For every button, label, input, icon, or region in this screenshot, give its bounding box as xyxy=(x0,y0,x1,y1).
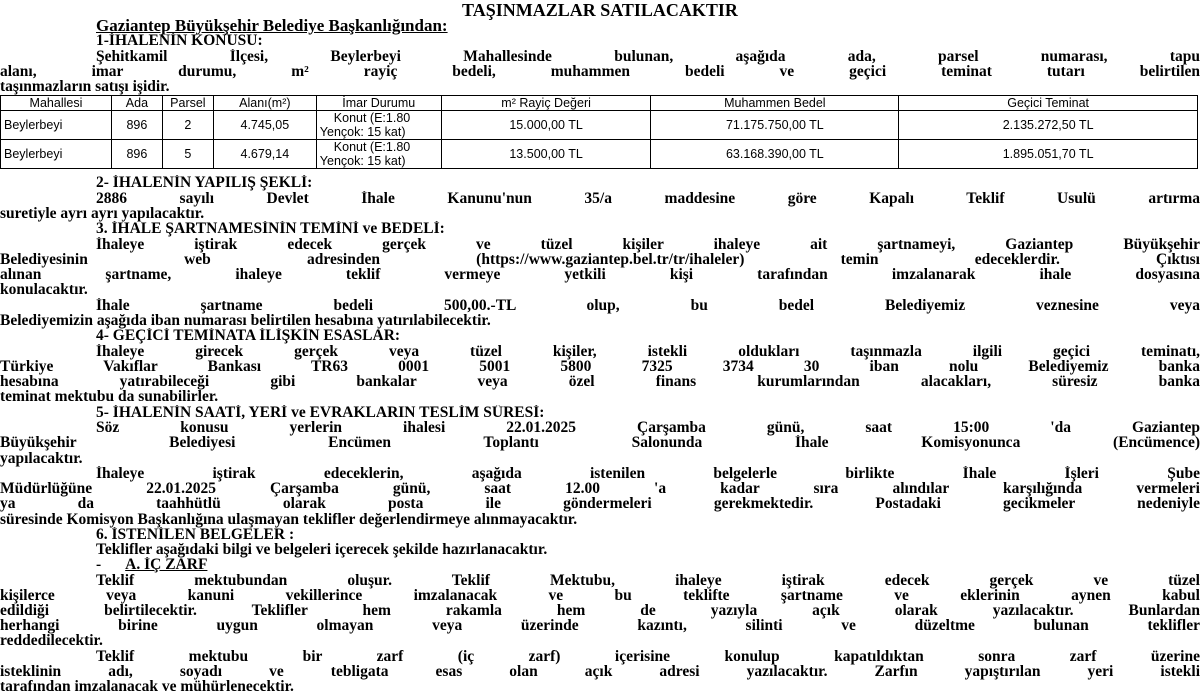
imar-line: Yençok: 15 kat) xyxy=(319,154,406,168)
paragraph-line: reddedilecektir. xyxy=(0,633,103,649)
section-heading: 4- GEÇİCİ TEMİNATA İLİŞKİN ESASLAR: xyxy=(96,328,401,344)
paragraph-line: alınan şartname, ihaleye teklif vermeye yetkili kişi tarafından imzalanarak ihale dosyasına xyxy=(0,267,1200,283)
paragraph-line: İhaleye girecek gerçek veya tüzel kişiler, istekli oldukları taşınmazla ilgili geçici teminatı, xyxy=(96,344,1200,360)
paragraph-line: taşınmazların satışı işidir. xyxy=(0,79,170,95)
paragraph-line: teminat mektubu da sunabilirler. xyxy=(0,389,219,405)
paragraph-line: 2886 sayılı Devlet İhale Kanunu'nun 35/a maddesine göre Kapalı Teklif Usulü artırma xyxy=(96,191,1200,207)
imar-line: Yençok: 15 kat) xyxy=(319,125,406,139)
cell-mahalle: Beylerbeyi xyxy=(1,140,112,169)
imar-line: Konut (E:1.80 xyxy=(333,140,411,154)
paragraph-line: Büyükşehir Belediyesi Encümen Toplantı Salonunda İhale Komisyonunca (Encümence) xyxy=(0,435,1200,451)
column-header: Geçici Teminat xyxy=(899,96,1198,111)
paragraph-line: Belediyemizin aşağıda iban numarası belirtilen hesabına yatırılabilecektir. xyxy=(0,313,491,329)
paragraph-line: İhaleye iştirak edecek gerçek ve tüzel kişiler ihaleye ait şartnameyi, Gaziantep Büyükşehir xyxy=(96,237,1200,253)
paragraph-line: isteklinin adı, soyadı ve tebligata esas olan açık adresi yazılacaktır. Zarfın yapıştırılan yeri istekli xyxy=(0,664,1200,680)
column-header: Parsel xyxy=(162,96,213,111)
dash-marker: - xyxy=(96,557,102,573)
column-header: Ada xyxy=(111,96,162,111)
cell-rayic: 13.500,00 TL xyxy=(441,140,651,169)
section-heading: 1-İHALENİN KONUSU: xyxy=(96,33,263,49)
cell-imar xyxy=(316,140,441,169)
paragraph-line: ya da taahhütlü olarak posta ile göndermeleri gerekmektedir. Postadaki gecikmeler nedeniyle xyxy=(0,496,1200,512)
paragraph-line: yapılacaktır. xyxy=(0,451,83,467)
cell-imar xyxy=(316,111,441,140)
subsection-title: A. İÇ ZARF xyxy=(125,557,208,573)
column-header: İmar Durumu xyxy=(316,96,441,111)
cell-ada: 896 xyxy=(111,140,162,169)
paragraph-line: Söz konusu yerlerin ihalesi 22.01.2025 Çarşamba günü, saat 15:00 'da Gaziantep xyxy=(96,420,1200,436)
paragraph-line: herhangi birine uygun olmayan veya üzerinde kazıntı, silinti ve düzeltme bulunan teklifler xyxy=(0,618,1200,634)
column-header: Mahallesi xyxy=(1,96,112,111)
issuer-subtitle: Gaziantep Büyükşehir Belediye Başkanlığından: xyxy=(96,16,448,35)
paragraph-line: hesabına yatırabileceği gibi bankalar veya özel finans kurumlarından alacakları, süresiz banka xyxy=(0,374,1200,390)
paragraph-line: İhale şartname bedeli 500,00.-TL olup, bu bedel Belediyemiz veznesine veya xyxy=(96,298,1200,314)
paragraph-line: alanı, imar durumu, m² rayiç bedeli, muhammen bedeli ve geçici teminat tutarı belirtilen xyxy=(0,64,1200,80)
paragraph-line: suretiyle ayrı ayrı yapılacaktır. xyxy=(0,206,205,222)
table-row xyxy=(1,111,1198,140)
column-header: m² Rayiç Değeri xyxy=(441,96,651,111)
cell-teminat: 1.895.051,70 TL xyxy=(899,140,1198,169)
paragraph-line: Müdürlüğüne 22.01.2025 Çarşamba günü, saat 12.00 'a kadar sıra alındılar karşılığında vermeleri xyxy=(0,481,1200,497)
cell-rayic: 15.000,00 TL xyxy=(441,111,651,140)
cell-alan: 4.679,14 xyxy=(213,140,316,169)
cell-ada: 896 xyxy=(111,111,162,140)
cell-parsel: 5 xyxy=(162,140,213,169)
section-heading: 6. İSTENİLEN BELGELER : xyxy=(96,527,295,543)
paragraph-line: Belediyesinin web adresinden (https://www.gaziantep.bel.tr/tr/ihaleler) temin edeceklerdir. Çıktısı xyxy=(0,252,1200,268)
paragraph-line: Teklif mektubu bir zarf (iç zarf) içerisine konulup kapatıldıktan sonra zarf üzerine xyxy=(96,649,1200,665)
cell-muhammen: 71.175.750,00 TL xyxy=(651,111,899,140)
cell-mahalle: Beylerbeyi xyxy=(1,111,112,140)
paragraph-line: tarafından imzalanacak ve mühürlenecektir. xyxy=(0,679,294,695)
imar-line: Konut (E:1.80 xyxy=(333,111,411,125)
cell-parsel: 2 xyxy=(162,111,213,140)
section-heading: 2- İHALENİN YAPILIŞ ŞEKLİ: xyxy=(96,175,313,191)
cell-teminat: 2.135.272,50 TL xyxy=(899,111,1198,140)
column-header: Alanı(m²) xyxy=(213,96,316,111)
column-header: Muhammen Bedel xyxy=(651,96,899,111)
section-heading: 5- İHALENİN SAATİ, YERİ ve EVRAKLARIN TESLİM SÜRESİ: xyxy=(96,405,545,421)
table-row xyxy=(1,140,1198,169)
paragraph-line: konulacaktır. xyxy=(0,282,88,298)
paragraph-line: Teklifler aşağıdaki bilgi ve belgeleri içerecek şekilde hazırlanacaktır. xyxy=(96,542,548,558)
property-table xyxy=(0,95,1198,169)
paragraph-line: İhaleye iştirak edeceklerin, aşağıda istenilen belgelerle birlikte İhale İşleri Şube xyxy=(96,466,1200,482)
paragraph-line: Şehitkamil İlçesi, Beylerbeyi Mahallesinde bulunan, aşağıda ada, parsel numarası, tapu xyxy=(96,49,1200,65)
cell-muhammen: 63.168.390,00 TL xyxy=(651,140,899,169)
section-heading: 3. İHALE ŞARTNAMESİNİN TEMİNİ ve BEDELİ: xyxy=(96,221,445,237)
table-header-row xyxy=(1,96,1198,111)
subsection-heading xyxy=(0,557,1200,573)
paragraph-line: edildiği belirtilecektir. Teklifler hem rakamla hem de yazıyla açık olarak yazılacaktır. Bunlardan xyxy=(0,603,1200,619)
document-title: TAŞINMAZLAR SATILACAKTIR xyxy=(462,0,738,20)
paragraph-line: Türkiye Vakıflar Bankası TR63 0001 5001 5800 7325 3734 30 iban nolu Belediyemiz banka xyxy=(0,359,1200,375)
paragraph-line: kişilerce veya kanuni vekillerince imzalanacak ve bu teklifte şartname ve eklerinin aynen kabul xyxy=(0,588,1200,604)
cell-alan: 4.745,05 xyxy=(213,111,316,140)
paragraph-line: süresinde Komisyon Başkanlığına ulaşmayan teklifler değerlendirmeye alınmayacaktır. xyxy=(0,512,578,528)
paragraph-line: Teklif mektubundan oluşur. Teklif Mektubu, ihaleye iştirak edecek gerçek ve tüzel xyxy=(96,573,1200,589)
